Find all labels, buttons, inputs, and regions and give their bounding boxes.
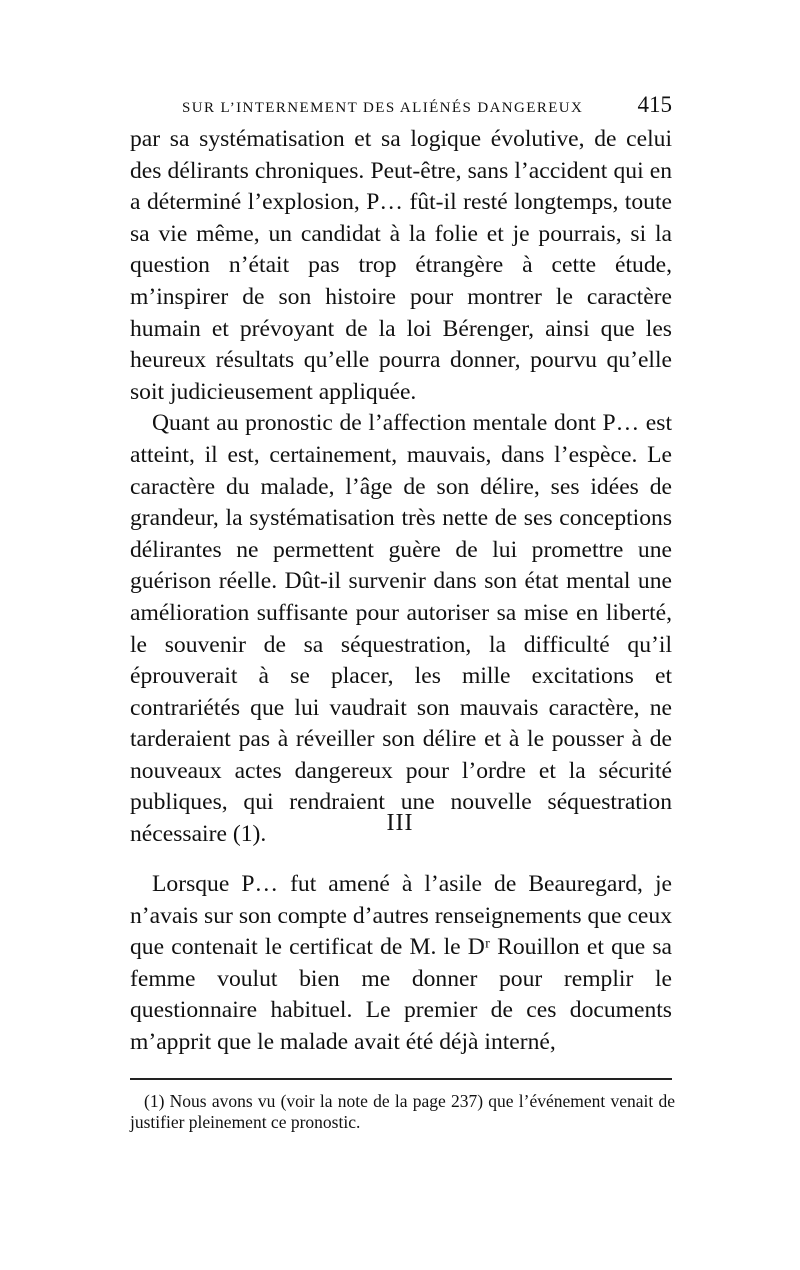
section-body-text (130, 869, 672, 1059)
section-heading: III (386, 810, 414, 836)
body-text (130, 124, 672, 851)
paragraph: Lorsque P… fut amené à l’asile de Beauregard, je n’avais sur son compte d’autres renseignements que ceux que contenait le certificat de M. le Dʳ Rouillon et que sa femme voulut bien me donner pour remplir le questionnaire habituel. Le premier de ces documents m’apprit que le malade avait été déjà interné, (130, 871, 672, 1055)
footnote: (1) Nous avons vu (voir la note de la page 237) que l’événement venait de justifier pleinement ce pronostic. (130, 1091, 675, 1132)
footnotes (130, 1091, 675, 1133)
page-number: 415 (637, 92, 672, 117)
paragraph: Quant au pronostic de l’affection mentale dont P… est atteint, il est, certainement, mauvais, dans l’espèce. Le caractère du malade, l’âge de son délire, ses idées de grandeur, la systématisation très nette de ses conceptions délirantes ne permettent guère de lui promettre une guérison réelle. Dût-il survenir dans son état mental une amélioration suffisante pour autoriser sa mise en liberté, le souvenir de sa séquestration, la difficulté qu’il éprouverait à se placer, les mille excitations et contrariétés que lui vaudrait son mauvais caractère, ne tarderaient pas à réveiller son délire et à le pousser à de nouveaux actes dangereux pour l’ordre et la sécurité publiques, qui rendraient une nouvelle séquestration nécessaire (1). (130, 410, 672, 848)
running-title: SUR L’INTERNEMENT DES ALIÉNÉS DANGEREUX (182, 100, 584, 116)
footnote-divider (130, 1078, 672, 1080)
running-head (182, 92, 672, 118)
book-page (120, 0, 680, 1270)
paragraph: par sa systématisation et sa logique évolutive, de celui des délirants chroniques. Peut-être, sans l’accident qui en a déterminé l’explosion, P… fût-il resté longtemps, toute sa vie même, un candidat à la folie et je pourrais, si la question n’était pas trop étrangère à cette étude, m’inspirer de son histoire pour montrer le caractère humain et prévoyant de la loi Bérenger, ainsi que les heureux résultats qu’elle pourra donner, pourvu qu’elle soit judicieusement appliquée. (130, 126, 672, 405)
